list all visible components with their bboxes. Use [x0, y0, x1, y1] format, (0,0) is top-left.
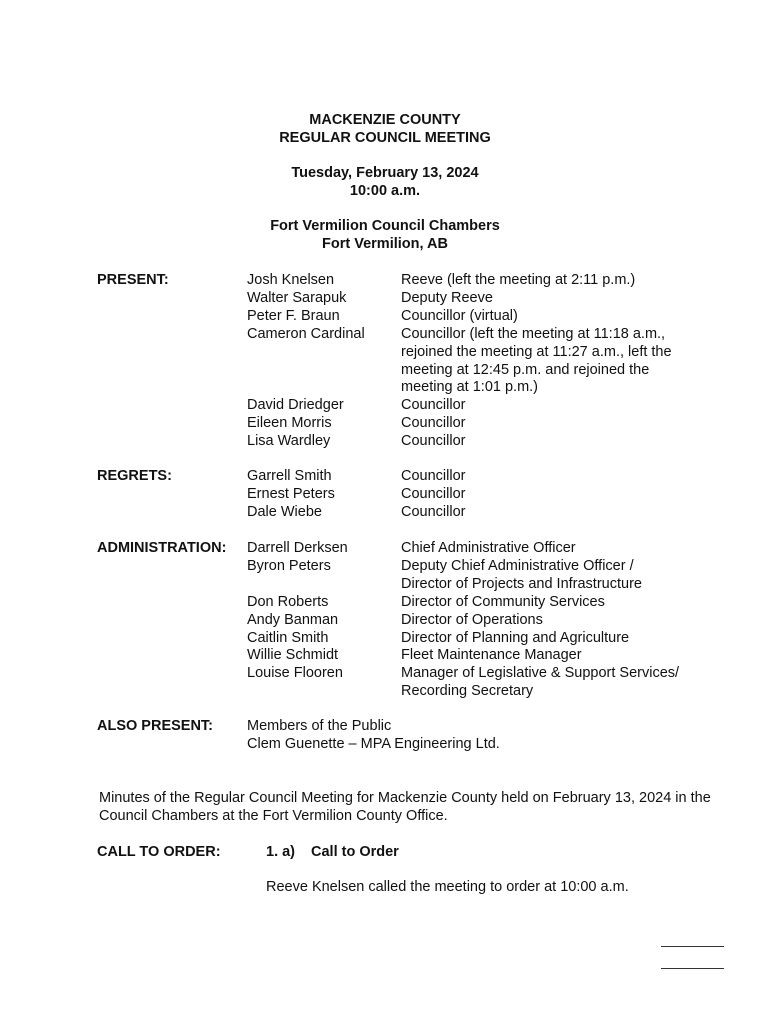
- attendee-name: Walter Sarapuk: [247, 289, 347, 306]
- document-header: [0, 111, 770, 253]
- attendee-row: [247, 326, 707, 398]
- also-present-line: Clem Guenette – MPA Engineering Ltd.: [247, 735, 500, 752]
- regret-role: Councillor: [401, 485, 466, 502]
- attendee-row: [247, 290, 707, 308]
- agenda-item-heading: [266, 843, 399, 861]
- staff-row: [247, 540, 707, 558]
- call-to-order-label: CALL TO ORDER:: [97, 844, 221, 860]
- attendee-name: David Driedger: [247, 397, 344, 414]
- staff-name: Darrell Derksen: [247, 540, 348, 556]
- attendee-role: Councillor: [401, 397, 466, 414]
- regret-role: Councillor: [401, 503, 466, 520]
- also-present-line: Members of the Public: [247, 718, 392, 734]
- staff-name: Louise Flooren: [247, 665, 343, 682]
- staff-row: [247, 558, 707, 594]
- initials-line: [661, 968, 724, 969]
- attendee-role: Councillor: [401, 415, 466, 432]
- regret-name: Garrell Smith: [247, 468, 332, 484]
- regret-name: Ernest Peters: [247, 485, 335, 502]
- initials-line: [661, 946, 724, 947]
- staff-role: Fleet Maintenance Manager: [401, 647, 582, 664]
- meeting-location: Fort Vermilion, AB: [322, 236, 448, 252]
- present-label: PRESENT:: [97, 272, 169, 288]
- attendee-role: Councillor (left the meeting at 11:18 a.m., rejoined the meeting at 11:27 a.m., left the meeting at 12:45 p.m. and rejoined the meeting at 1:01 p.m.): [401, 325, 672, 396]
- attendee-name: Lisa Wardley: [247, 433, 331, 450]
- county-name: MACKENZIE COUNTY: [309, 112, 461, 128]
- attendee-role: Reeve (left the meeting at 2:11 p.m.): [401, 272, 636, 288]
- staff-row: [247, 594, 707, 612]
- regret-name: Dale Wiebe: [247, 503, 322, 520]
- meeting-date: Tuesday, February 13, 2024: [291, 165, 479, 181]
- staff-row: [247, 647, 707, 665]
- staff-row: [247, 612, 707, 630]
- attendee-name: Cameron Cardinal: [247, 325, 365, 342]
- staff-role: Director of Community Services: [401, 593, 605, 610]
- staff-name: Willie Schmidt: [247, 647, 339, 664]
- staff-row: [247, 665, 707, 701]
- regret-role: Councillor: [401, 468, 466, 484]
- minutes-intro-paragraph: Minutes of the Regular Council Meeting for Mackenzie County held on February 13, 2024 in the Council Chambers at the Fort Vermilion County Office.: [99, 790, 711, 824]
- attendee-row: [247, 415, 707, 433]
- call-to-order-text: Reeve Knelsen called the meeting to order at 10:00 a.m.: [266, 879, 629, 895]
- administration-label: ADMINISTRATION:: [97, 540, 227, 556]
- attendee-row: [247, 397, 707, 415]
- meeting-venue: Fort Vermilion Council Chambers: [270, 218, 500, 234]
- regret-row: [247, 504, 707, 522]
- attendee-role: Councillor (virtual): [401, 307, 518, 324]
- staff-role: Chief Administrative Officer: [401, 540, 576, 556]
- staff-role: Manager of Legislative & Support Services/ Recording Secretary: [401, 665, 680, 700]
- regret-row: [247, 468, 707, 486]
- staff-row: [247, 630, 707, 648]
- staff-name: Caitlin Smith: [247, 629, 329, 646]
- agenda-item-number: 1. a): [266, 844, 296, 860]
- meeting-title: REGULAR COUNCIL MEETING: [279, 130, 491, 146]
- attendee-name: Josh Knelsen: [247, 272, 335, 288]
- meeting-time: 10:00 a.m.: [349, 183, 421, 199]
- attendee-name: Peter F. Braun: [247, 307, 340, 324]
- agenda-item-title: Call to Order: [311, 844, 399, 860]
- attendee-row: [247, 308, 707, 326]
- staff-role: Director of Planning and Agriculture: [401, 629, 630, 646]
- attendee-role: Deputy Reeve: [401, 289, 493, 306]
- regret-row: [247, 486, 707, 504]
- attendee-row: [247, 433, 707, 451]
- attendee-row: [247, 272, 707, 290]
- attendee-name: Eileen Morris: [247, 415, 332, 432]
- staff-role: Deputy Chief Administrative Officer / Director of Projects and Infrastructure: [401, 557, 642, 592]
- regrets-label: REGRETS:: [97, 468, 172, 484]
- staff-name: Byron Peters: [247, 557, 331, 574]
- staff-name: Andy Banman: [247, 611, 339, 628]
- attendee-role: Councillor: [401, 433, 466, 450]
- also-present-label: ALSO PRESENT:: [97, 718, 214, 734]
- staff-name: Don Roberts: [247, 593, 329, 610]
- staff-role: Director of Operations: [401, 611, 543, 628]
